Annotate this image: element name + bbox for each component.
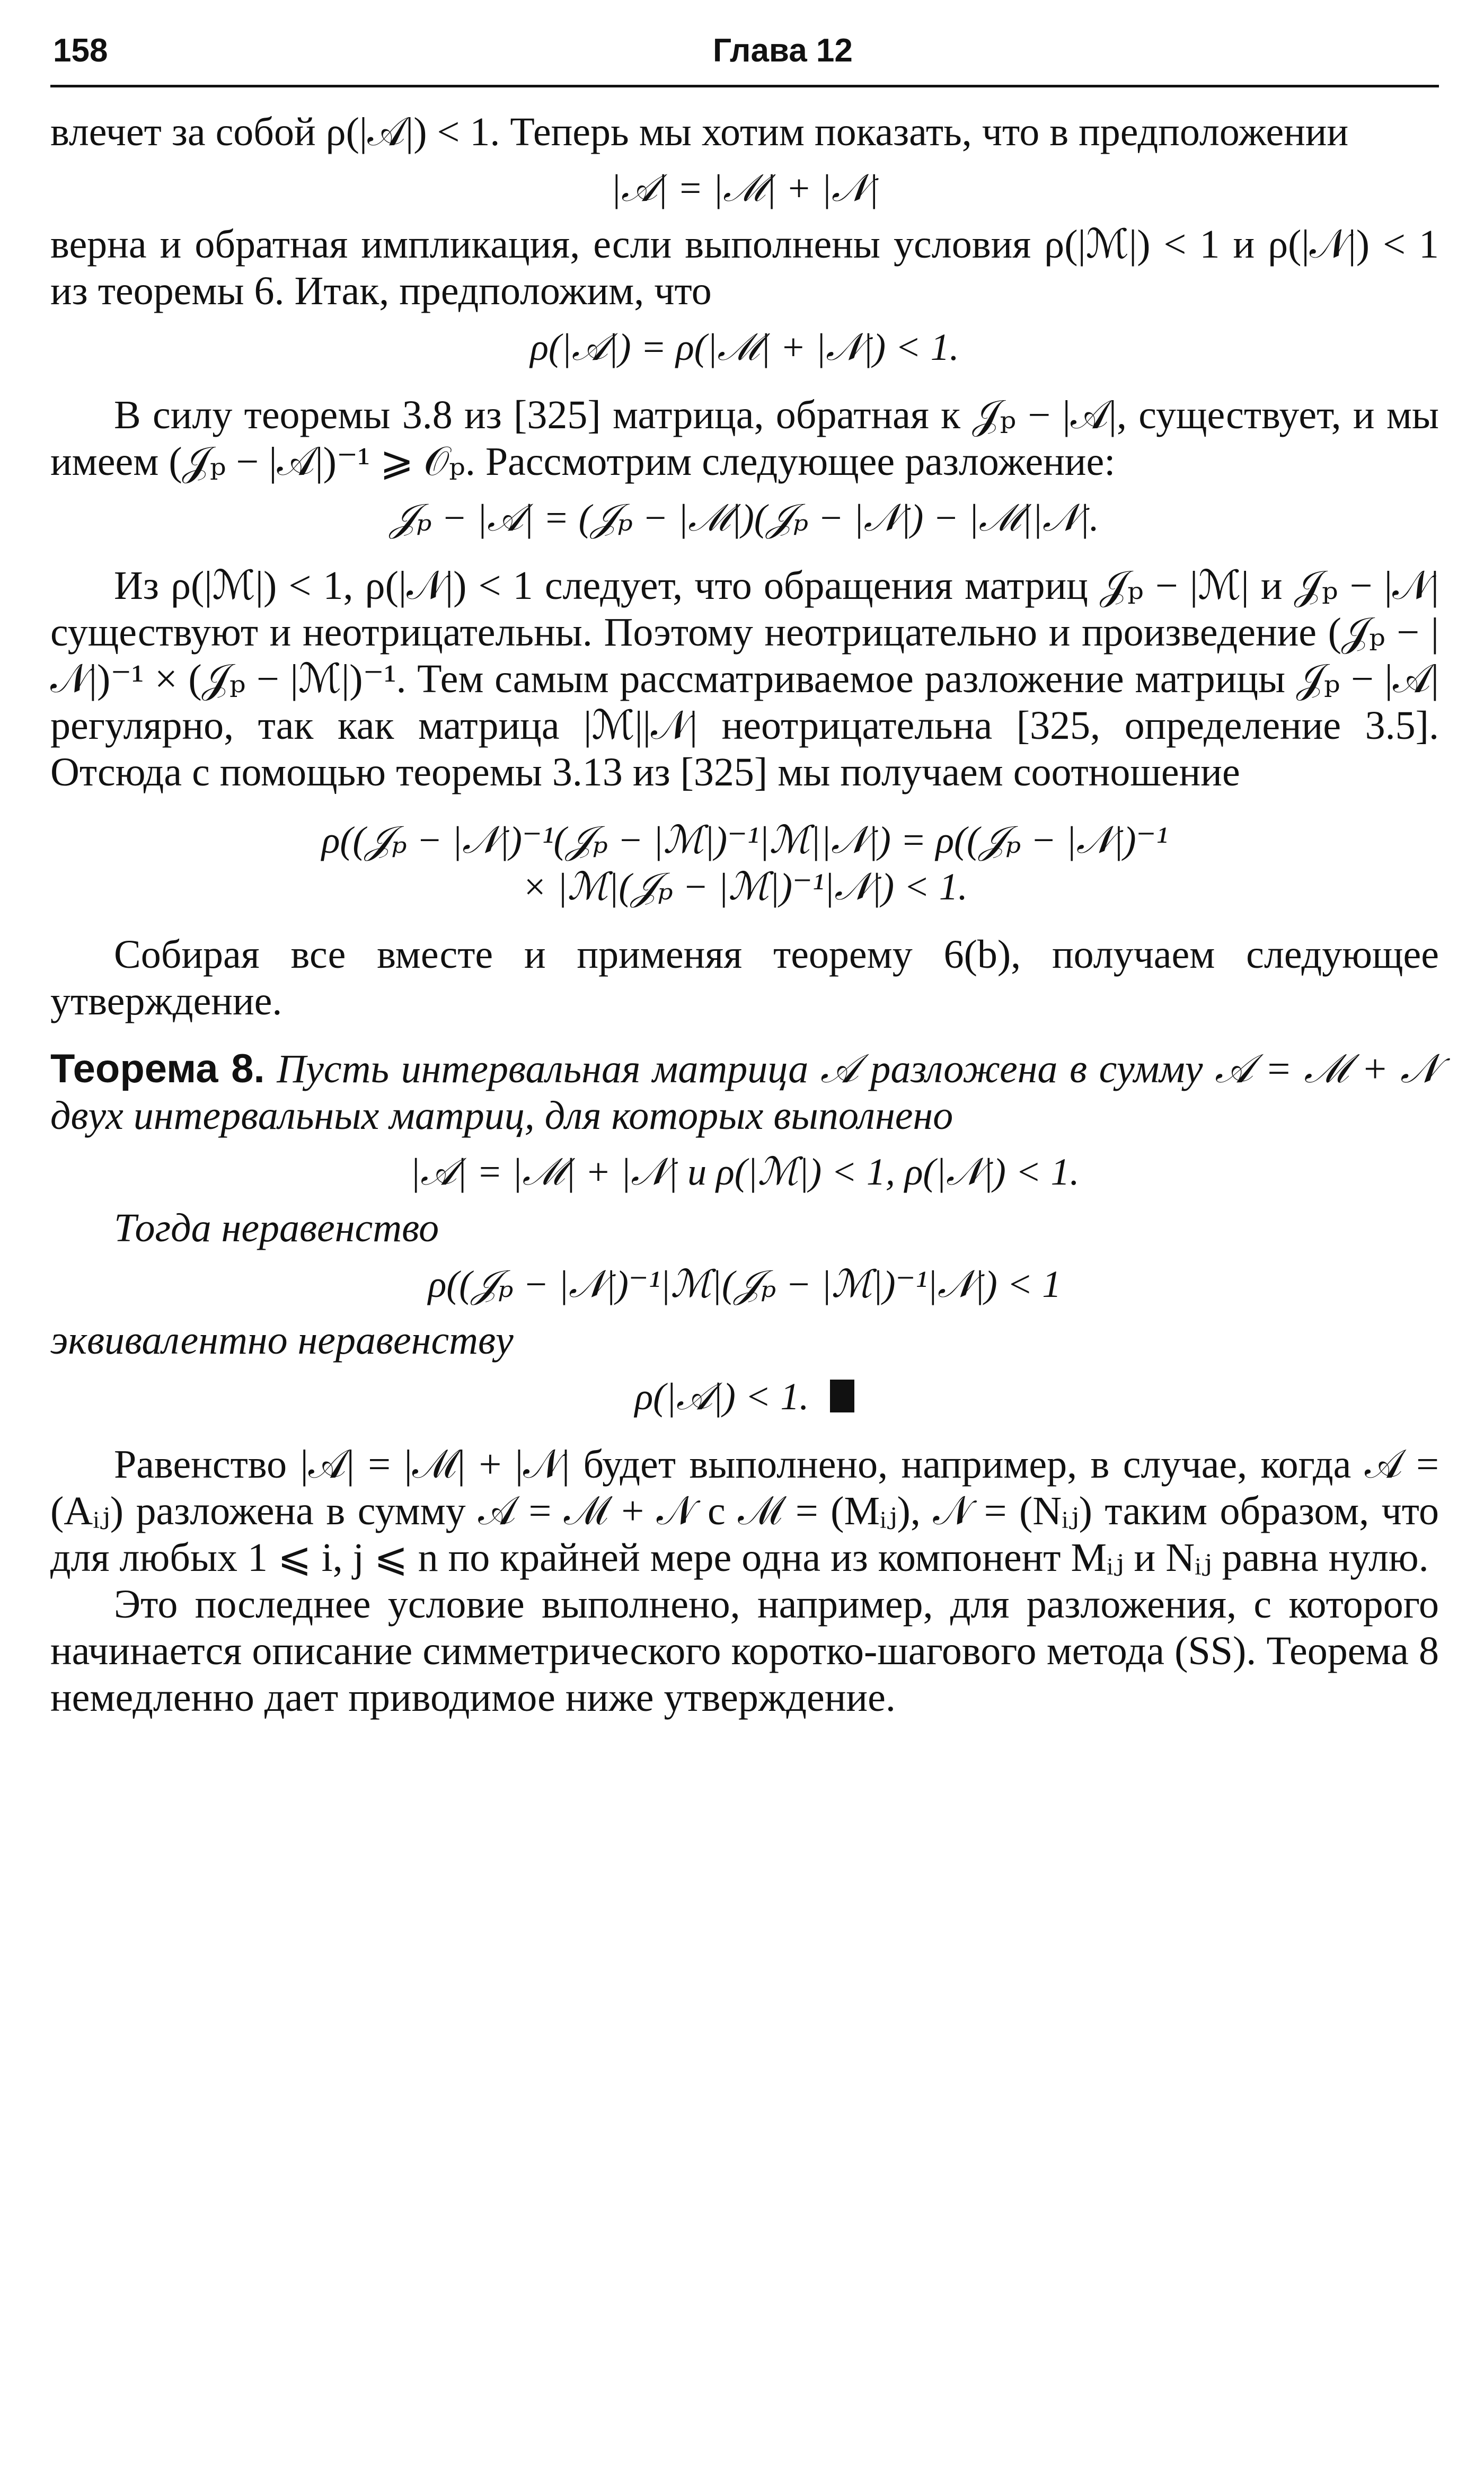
theorem-then: Тогда неравенство [114, 1206, 439, 1250]
book-page [50, 21, 1439, 1721]
theorem-label: Теорема 8. [50, 1046, 265, 1091]
running-head [50, 21, 1439, 87]
equation-4-line-1: ρ((𝒥ₚ − |𝒩|)⁻¹(𝒥ₚ − |ℳ|)⁻¹|ℳ||𝒩|) = ρ((𝒥ₚ − |𝒩|)⁻¹ [321, 819, 1168, 861]
page-body [50, 109, 1439, 1721]
theorem-equivalent: эквивалентно неравенству [50, 1318, 514, 1363]
paragraph-3: В силу теоремы 3.8 из [325] матрица, обратная к 𝒥ₚ − |𝒜|, существует, и мы имеем (𝒥ₚ − |𝒜|)⁻¹ ⩾ 𝒪ₚ. Рассмотрим следующее разложение: [50, 393, 1439, 484]
paragraph-6: Равенство |𝒜| = |ℳ| + |𝒩| будет выполнено, например, в случае, когда 𝒜 = (Aᵢⱼ) разложена в сумму 𝒜 = ℳ + 𝒩 с ℳ = (Mᵢⱼ), 𝒩 = (Nᵢⱼ) таким образом, что для любых 1 ⩽ i, j ⩽ n по крайней мере одна из компонент Mᵢⱼ и Nᵢⱼ равна нулю. [50, 1442, 1439, 1580]
paragraph-4: Из ρ(|ℳ|) < 1, ρ(|𝒩|) < 1 следует, что обращения матриц 𝒥ₚ − |ℳ| и 𝒥ₚ − |𝒩| существуют и неотрицательны. Поэтому неотрицательно и произведение (𝒥ₚ − |𝒩|)⁻¹ × (𝒥ₚ − |ℳ|)⁻¹. Тем самым рассматриваемое разложение матрицы 𝒥ₚ − |𝒜| регулярно, так как матрица |ℳ||𝒩| неотрицательна [325, определение 3.5]. Отсюда с помощью теоремы 3.13 из [325] мы получаем соотношение [50, 563, 1439, 794]
page-number: 158 [53, 32, 108, 69]
equation-3: 𝒥ₚ − |𝒜| = (𝒥ₚ − |ℳ|)(𝒥ₚ − |𝒩|) − |ℳ||𝒩|. [390, 497, 1099, 539]
theorem-statement: Пусть интервальная матрица 𝒜 разложена в сумму 𝒜 = ℳ + 𝒩 двух интервальных матриц, для которых выполнено [50, 1047, 1439, 1138]
theorem-8 [50, 1046, 1439, 1139]
paragraph-7: Это последнее условие выполнено, например, для разложения, с которого начинается описание симметрического коротко-шагового метода (SS). Теорема 8 немедленно дает приводимое ниже утверждение. [50, 1582, 1439, 1720]
equation-1: |𝒜| = |ℳ| + |𝒩| [611, 167, 879, 209]
equation-7 [50, 1373, 1439, 1420]
equation-5: |𝒜| = |ℳ| + |𝒩| и ρ(|ℳ|) < 1, ρ(|𝒩|) < 1. [410, 1151, 1080, 1193]
paragraph-5: Собирая все вместе и применяя теорему 6(b), получаем следующее утверждение. [50, 932, 1439, 1023]
qed-square-icon [830, 1380, 854, 1412]
equation-2: ρ(|𝒜|) = ρ(|ℳ| + |𝒩|) < 1. [530, 326, 959, 368]
equation-6: ρ((𝒥ₚ − |𝒩|)⁻¹|ℳ|(𝒥ₚ − |ℳ|)⁻¹|𝒩|) < 1 [428, 1263, 1062, 1305]
chapter-title: Глава 12 [713, 32, 853, 69]
paragraph-1: влечет за собой ρ(|𝒜|) < 1. Теперь мы хотим показать, что в предположении [50, 110, 1349, 154]
paragraph-2: верна и обратная импликация, если выполнены условия ρ(|ℳ|) < 1 и ρ(|𝒩|) < 1 из теоремы 6. Итак, предположим, что [50, 222, 1439, 313]
equation-7-text: ρ(|𝒜|) < 1. [634, 1375, 809, 1418]
equation-4-line-2: × |ℳ|(𝒥ₚ − |ℳ|)⁻¹|𝒩|) < 1. [522, 865, 968, 908]
